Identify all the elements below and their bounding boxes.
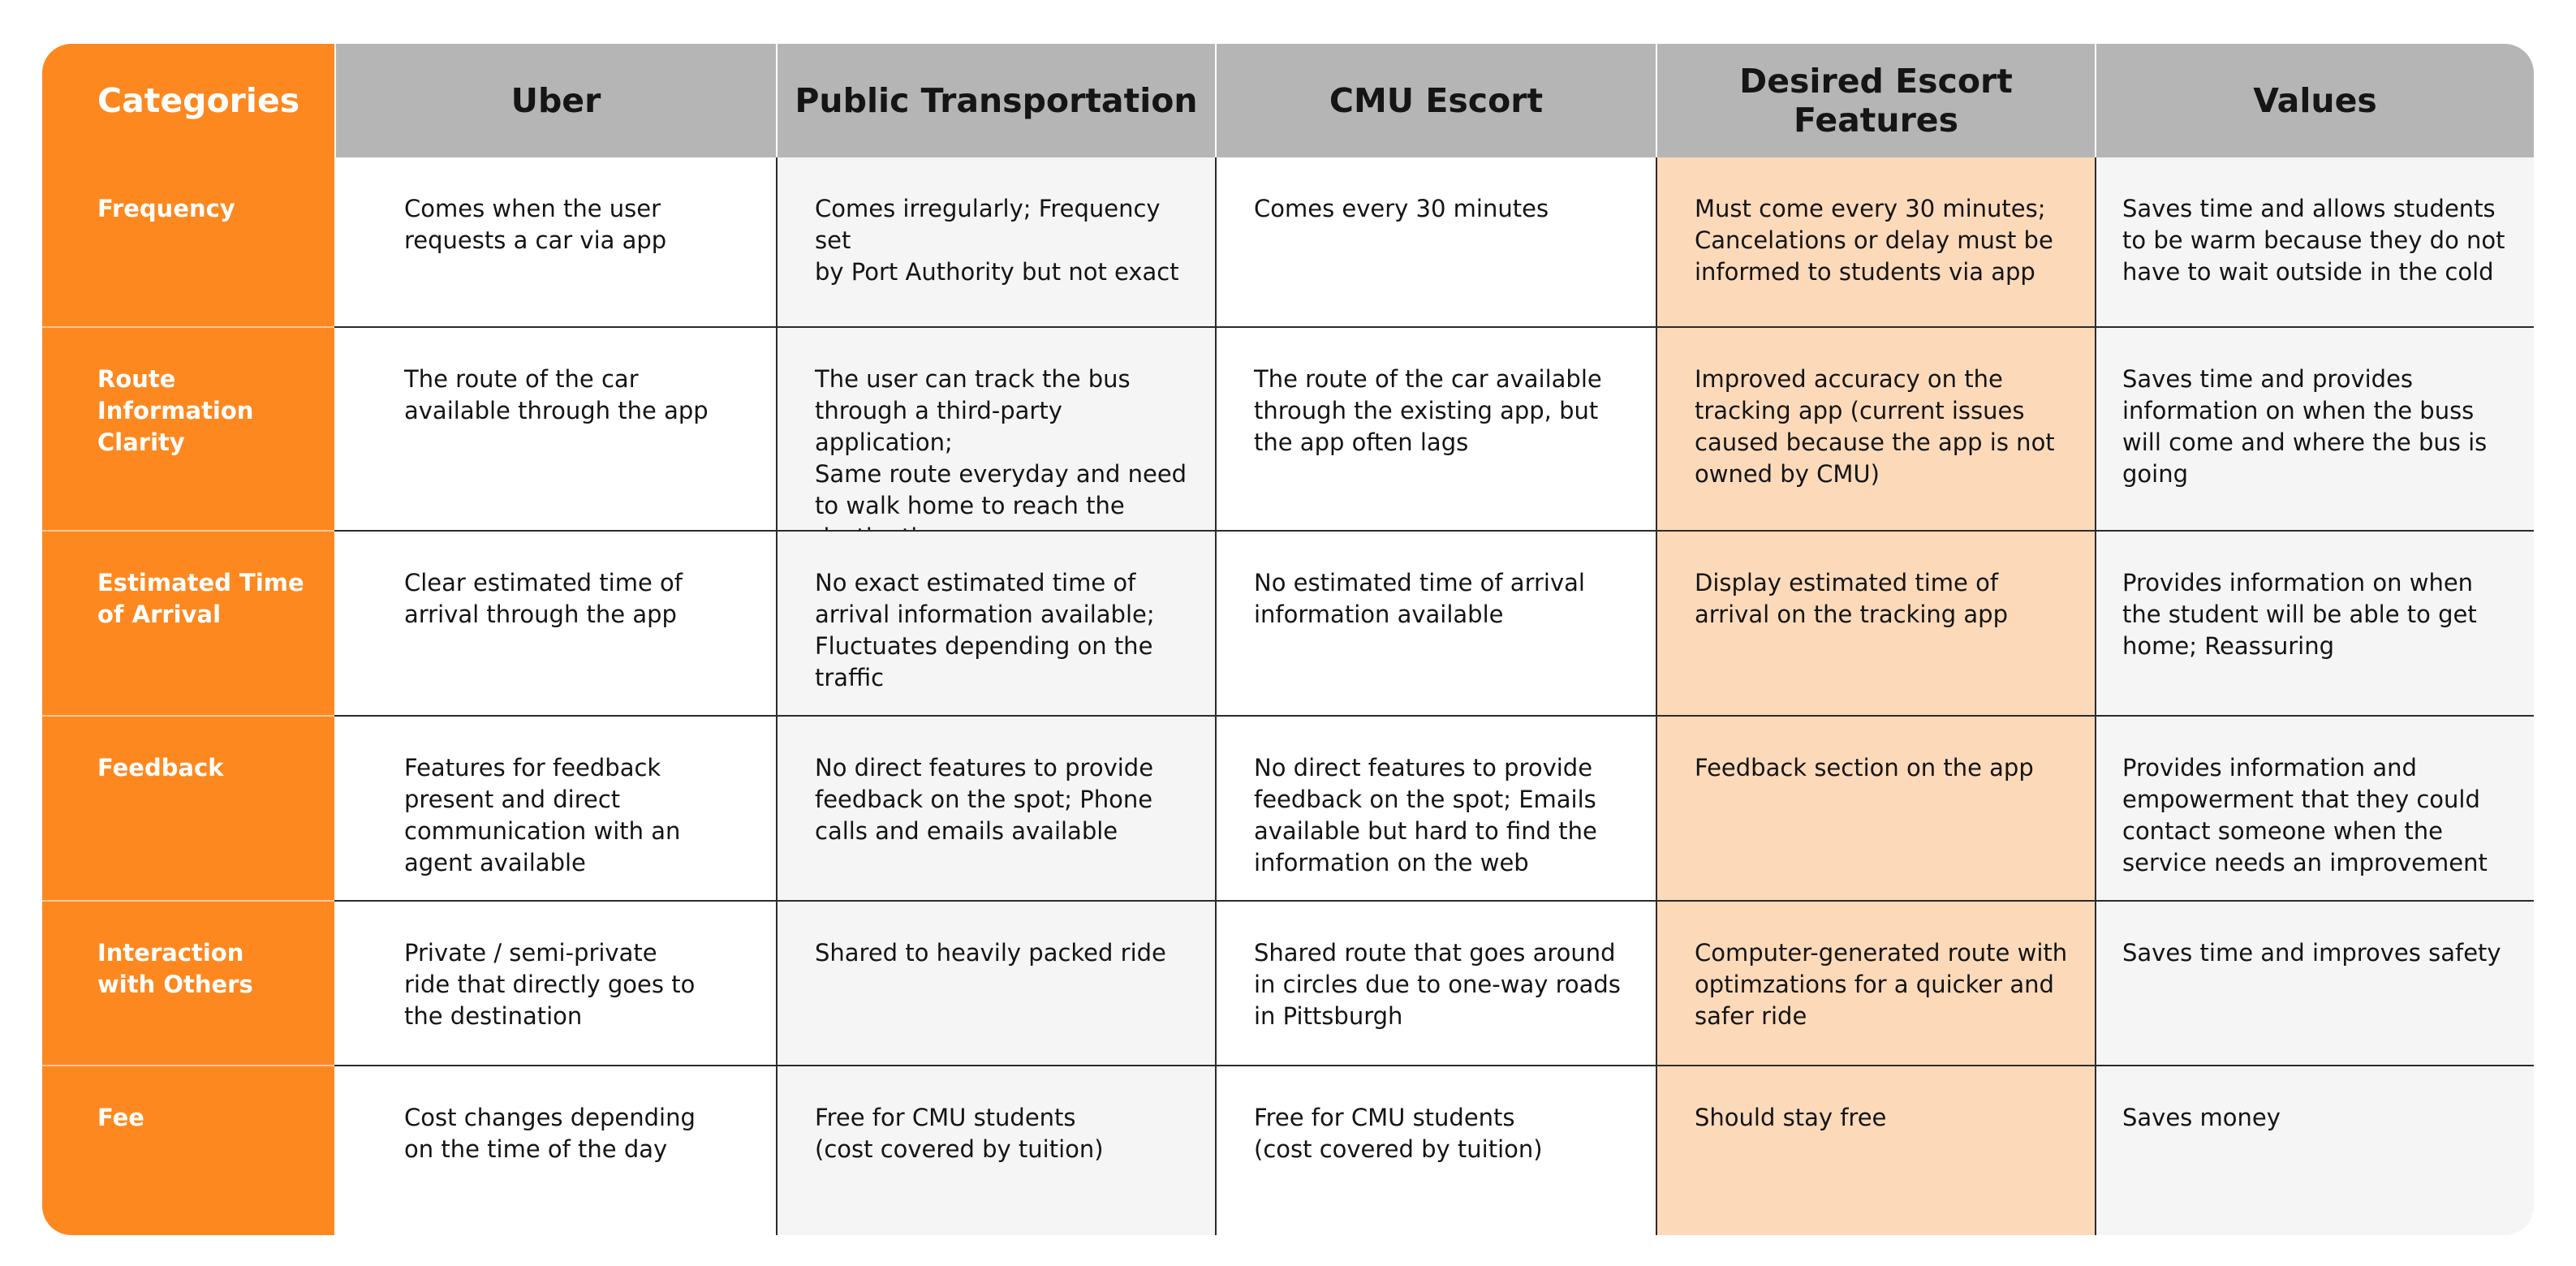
cell-desired-interaction — [1656, 900, 2095, 1065]
cell-text: Display estimated time of arrival on the tracking app — [1695, 569, 2008, 628]
cell-text: Saves time and provides information on when the buss will come and where the bus is going — [2122, 365, 2488, 488]
cell-desired-eta — [1656, 530, 2095, 715]
header-values — [2095, 44, 2534, 157]
row-label-frequency — [42, 157, 334, 326]
cell-uber-feedback — [334, 715, 776, 900]
cell-public-transportation-frequency — [776, 157, 1215, 326]
cell-text: Features for feedback present and direct communication with an agent available — [404, 754, 681, 876]
cell-text: Shared to heavily packed ride — [815, 939, 1166, 967]
header-cmu-escort — [1215, 44, 1656, 157]
row-label-text: Route Information Clarity — [97, 365, 254, 456]
cell-uber-frequency — [334, 157, 776, 326]
cell-values-route — [2095, 326, 2534, 530]
cell-text: The route of the car available through the app — [404, 365, 709, 424]
cell-text: Clear estimated time of arrival through the app — [404, 569, 683, 628]
cell-text: Provides information on when the student will be able to get home; Reassuring — [2122, 569, 2477, 660]
cell-text: No exact estimated time of arrival information available; Fluctuates depending on the traffic — [815, 569, 1155, 691]
row-label-text: Interaction with Others — [97, 939, 253, 998]
cell-text: Saves time and allows students to be warm because they do not have to wait outside in the cold — [2122, 195, 2505, 286]
header-desired-escort-features — [1656, 44, 2095, 157]
cell-text: Saves money — [2122, 1104, 2281, 1131]
cell-public-transportation-fee — [776, 1065, 1215, 1235]
cell-text: Comes irregularly; Frequency set by Port Authority but not exact — [815, 195, 1179, 286]
cell-text: Private / semi-private ride that directly goes to the destination — [404, 939, 696, 1030]
cell-text: Free for CMU students (cost covered by tuition) — [1254, 1104, 1543, 1163]
cell-values-interaction — [2095, 900, 2534, 1065]
cell-text: No direct features to provide feedback on the spot; Emails available but hard to find the information on the web — [1254, 754, 1597, 876]
cell-text: Saves time and improves safety — [2122, 939, 2501, 967]
row-label-route-information-clarity — [42, 326, 334, 530]
header-uber-label: Uber — [510, 81, 601, 120]
cell-public-transportation-interaction — [776, 900, 1215, 1065]
cell-cmu-escort-route — [1215, 326, 1656, 530]
cell-text: Feedback section on the app — [1695, 754, 2034, 782]
cell-text: The user can track the bus through a third-party application; Same route everyday and need to walk home to reach the — [815, 365, 1187, 519]
cell-cmu-escort-feedback — [1215, 715, 1656, 900]
header-categories-label: Categories — [97, 81, 300, 120]
header-desired-label: Desired Escort Features — [1739, 62, 2013, 140]
cell-cmu-escort-fee — [1215, 1065, 1656, 1235]
cell-cmu-escort-frequency — [1215, 157, 1656, 326]
cell-uber-route — [334, 326, 776, 530]
cell-cmu-escort-interaction — [1215, 900, 1656, 1065]
row-label-feedback — [42, 715, 334, 900]
header-uber — [334, 44, 776, 157]
cell-text: No direct features to provide feedback on the spot; Phone calls and emails available — [815, 754, 1154, 845]
cell-uber-fee — [334, 1065, 776, 1235]
cell-text: The route of the car available through the existing app, but the app often lags — [1254, 365, 1602, 456]
header-public-transportation — [776, 44, 1215, 157]
cell-uber-interaction — [334, 900, 776, 1065]
row-label-fee — [42, 1065, 334, 1235]
cell-desired-route — [1656, 326, 2095, 530]
cell-values-frequency — [2095, 157, 2534, 326]
cell-text: Shared route that goes around in circles due to one-way roads in Pittsburgh — [1254, 939, 1621, 1030]
cell-text: Provides information and empowerment that they could contact someone when the service needs an improvement — [2122, 754, 2488, 876]
cell-uber-eta — [334, 530, 776, 715]
cell-cmu-escort-eta — [1215, 530, 1656, 715]
row-label-text: Feedback — [97, 754, 224, 782]
cell-text: Cost changes depending on the time of the day — [404, 1104, 696, 1163]
cell-values-feedback — [2095, 715, 2534, 900]
row-label-text: Frequency — [97, 195, 235, 222]
cell-desired-fee — [1656, 1065, 2095, 1235]
header-categories — [42, 44, 334, 157]
cell-desired-frequency — [1656, 157, 2095, 326]
header-cmu-escort-label: CMU Escort — [1329, 81, 1544, 120]
row-label-estimated-time-of-arrival — [42, 530, 334, 715]
cell-values-eta — [2095, 530, 2534, 715]
cell-values-fee — [2095, 1065, 2534, 1235]
comparison-table — [42, 44, 2534, 1235]
row-label-text: Estimated Time of Arrival — [97, 569, 304, 628]
row-label-text: Fee — [97, 1104, 144, 1131]
cell-text: Comes when the user requests a car via app — [404, 195, 667, 254]
row-label-interaction-with-others — [42, 900, 334, 1065]
cell-text: Must come every 30 minutes; Cancelations or delay must be informed to students via app — [1695, 195, 2053, 286]
cell-public-transportation-route — [776, 326, 1215, 530]
cell-text: Improved accuracy on the tracking app (current issues caused because the app is not owned by CMU) — [1695, 365, 2055, 488]
header-values-label: Values — [2253, 81, 2377, 120]
header-public-transportation-label: Public Transportation — [795, 81, 1198, 120]
cell-text: Computer-generated route with optimzations for a quicker and safer ride — [1695, 939, 2068, 1030]
cell-desired-feedback — [1656, 715, 2095, 900]
cell-public-transportation-eta — [776, 530, 1215, 715]
cell-text: Comes every 30 minutes — [1254, 195, 1549, 222]
cell-text: Should stay free — [1695, 1104, 1887, 1131]
cell-text: No estimated time of arrival information available — [1254, 569, 1585, 628]
cell-text: Free for CMU students (cost covered by tuition) — [815, 1104, 1104, 1163]
cell-public-transportation-feedback — [776, 715, 1215, 900]
